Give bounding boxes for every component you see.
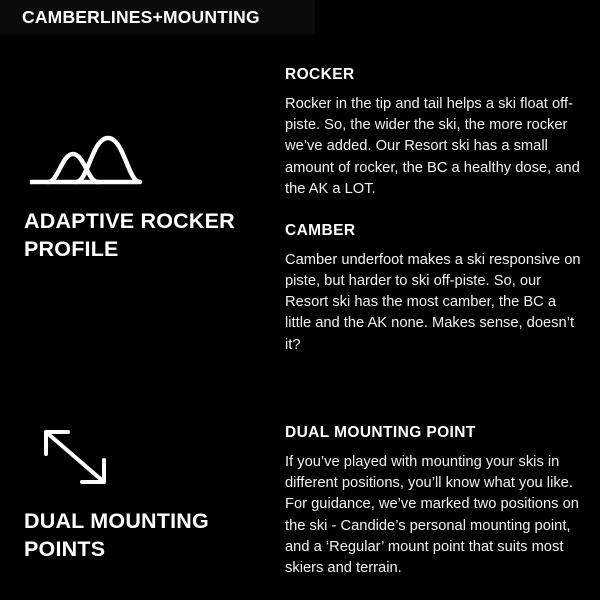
block-title-camber: CAMBER xyxy=(285,221,356,239)
block-body-dual-mounting-point: If you’ve played with mounting your skis in different positions, you’ll know what you like. For guidance, we’ve marked two positions on the ski - Candide’s personal mounting point, and a ‘Regular’ mount point that suits most skiers and terrain. xyxy=(285,454,579,576)
section-adaptive-rocker-left xyxy=(24,120,274,263)
block-title-rocker: ROCKER xyxy=(285,66,355,83)
mountain-peaks-icon xyxy=(24,120,144,200)
section-dual-mounting-left xyxy=(24,420,274,563)
section-adaptive-rocker-right xyxy=(285,66,581,356)
page-title: CAMBERLINES+MOUNTING xyxy=(22,6,260,27)
block-body-camber: Camber underfoot makes a ski responsive on piste, but harder to ski off-piste. So, our Resort ski has the most camber, the BC a little and the AK none. Makes sense, doesn’t it? xyxy=(285,251,581,353)
block-body-rocker: Rocker in the tip and tail helps a ski float off-piste. So, the wider the ski, the more rocker we’ve added. Our Resort ski has a small amount of rocker, the BC a healthy dose, and the AK a LOT. xyxy=(285,96,580,197)
section-dual-mounting-right xyxy=(285,424,581,579)
page-header xyxy=(0,0,315,34)
block-rocker xyxy=(285,66,581,200)
section-heading-adaptive-rocker: ADAPTIVE ROCKER PROFILE xyxy=(24,209,235,261)
block-title-dual-mounting-point: DUAL MOUNTING POINT xyxy=(285,424,476,441)
block-camber xyxy=(285,222,581,356)
block-dual-mounting-point xyxy=(285,424,581,579)
section-heading-dual-mounting: DUAL MOUNTING POINTS xyxy=(24,509,209,561)
double-arrow-diagonal-icon xyxy=(24,420,144,500)
